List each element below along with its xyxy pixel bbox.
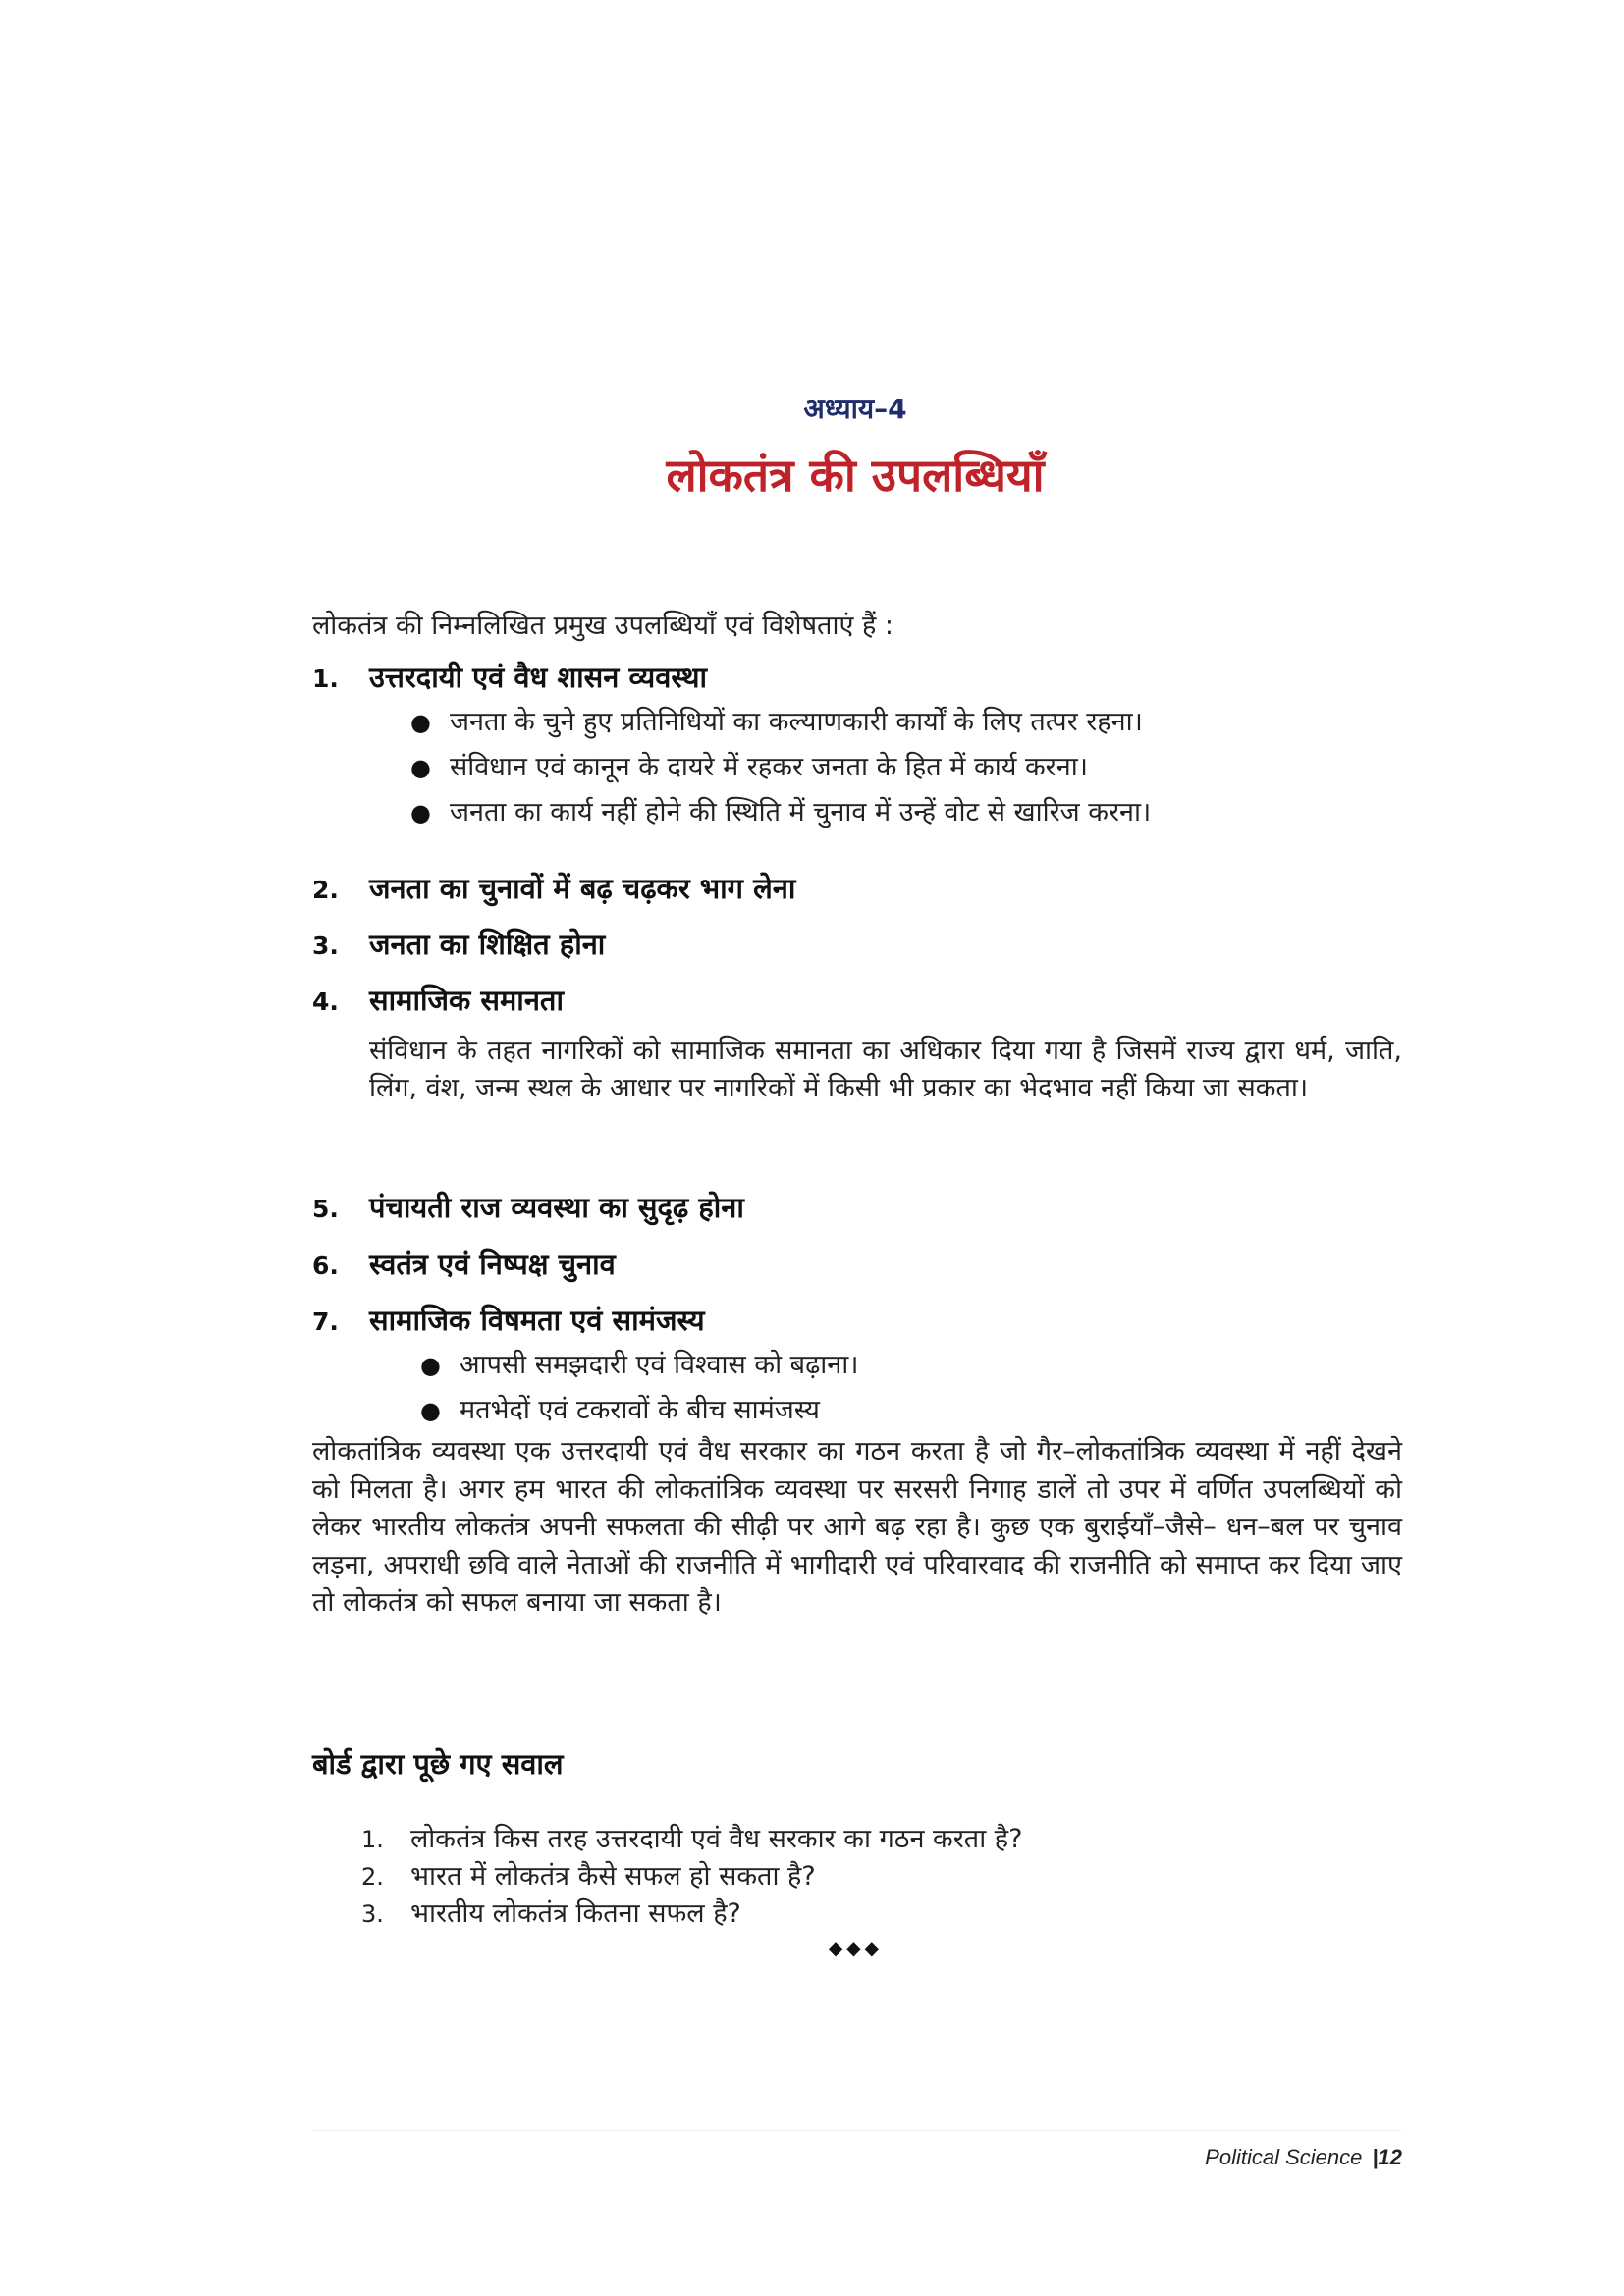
section-number: 2. <box>312 876 339 904</box>
section-6 <box>312 1245 1402 1283</box>
chapter-label: अध्याय–4 <box>803 393 907 425</box>
bullet-icon: ● <box>420 1397 441 1424</box>
section-4 <box>312 981 1402 1107</box>
bullet-icon: ● <box>420 1352 441 1379</box>
board-questions-heading: बोर्ड द्वारा पूछे गए सवाल <box>312 1747 564 1781</box>
question-item <box>361 1858 1022 1896</box>
list-item <box>420 1343 1402 1388</box>
footer-subject: Political Science <box>1205 2145 1363 2169</box>
section-number: 1. <box>312 665 339 693</box>
section-7 <box>312 1301 1402 1433</box>
bullet-list <box>420 1343 1402 1433</box>
section-heading <box>312 925 1402 963</box>
question-item <box>361 1821 1022 1858</box>
question-number: 3. <box>361 1900 384 1928</box>
section-heading <box>312 658 1402 696</box>
list-item <box>410 790 1402 835</box>
section-title: जनता का शिक्षित होना <box>369 928 606 961</box>
section-heading <box>312 1301 1402 1339</box>
list-item <box>420 1388 1402 1433</box>
chapter-title: लोकतंत्र की उपलब्धियाँ <box>666 449 1045 502</box>
question-item <box>361 1896 1022 1933</box>
section-number: 7. <box>312 1308 339 1336</box>
list-item-text: जनता का कार्य नहीं होने की स्थिति में चुनाव में उन्हें वोट से खारिज करना। <box>450 797 1152 828</box>
section-title: पंचायती राज व्यवस्था का सुदृढ़ होना <box>369 1191 744 1224</box>
list-item <box>410 745 1402 790</box>
conclusion-paragraph: लोकतांत्रिक व्यवस्था एक उत्तरदायी एवं वैध सरकार का गठन करता है जो गैर–लोकतांत्रिक व्यवस्था में नहीं देखने को मिलता है। अगर हम भारत की लोकतांत्रिक व्यवस्था पर सरसरी निगाह डालें तो उपर में वर्णित उपलब्धियों को लेकर भारतीय लोकतंत्र अपनी सफलता की सीढ़ी पर आगे बढ़ रहा है। कुछ एक बुराईयाँ–जैसे– धन–बल पर चुनाव लड़ना, अपराधी छवि वाले नेताओं की राजनीति में भागीदारी एवं परिवारवाद की राजनीति को समाप्त कर दिया जाए तो लोकतंत्र को सफल बनाया जा सकता है। <box>312 1436 1402 1618</box>
section-5 <box>312 1188 1402 1226</box>
list-item-text: आपसी समझदारी एवं विश्वास को बढ़ाना। <box>460 1350 859 1380</box>
section-heading <box>312 869 1402 907</box>
section-number: 3. <box>312 932 339 960</box>
section-1 <box>312 658 1402 835</box>
question-text: लोकतंत्र किस तरह उत्तरदायी एवं वैध सरकार का गठन करता है? <box>410 1824 1023 1854</box>
bullet-list <box>410 700 1402 835</box>
question-number: 2. <box>361 1863 384 1891</box>
section-number: 5. <box>312 1195 339 1223</box>
section-title: सामाजिक समानता <box>369 984 564 1017</box>
section-paragraph: संविधान के तहत नागरिकों को सामाजिक समानता का अधिकार दिया गया है जिसमें राज्य द्वारा धर्म, जाति, लिंग, वंश, जन्म स्थल के आधार पर नागरिकों में किसी भी प्रकार का भेदभाव नहीं किया जा सकता। <box>369 1036 1402 1103</box>
question-text: भारत में लोकतंत्र कैसे सफल हो सकता है? <box>410 1861 816 1892</box>
section-2 <box>312 869 1402 907</box>
list-item-text: संविधान एवं कानून के दायरे में रहकर जनता के हित में कार्य करना। <box>450 752 1088 782</box>
section-3 <box>312 925 1402 963</box>
page-number: |12 <box>1372 2145 1402 2169</box>
bullet-icon: ● <box>410 709 431 736</box>
list-item <box>410 700 1402 745</box>
footer-divider <box>312 2130 1402 2131</box>
diamond-divider-icon: ◆◆◆ <box>828 1936 883 1959</box>
list-item-text: जनता के चुने हुए प्रतिनिधियों का कल्याणकारी कार्यों के लिए तत्पर रहना। <box>450 707 1143 737</box>
section-title: स्वतंत्र एवं निष्पक्ष चुनाव <box>369 1248 616 1281</box>
section-title: सामाजिक विषमता एवं सामंजस्य <box>369 1304 705 1337</box>
section-title: जनता का चुनावों में बढ़ चढ़कर भाग लेना <box>369 872 796 905</box>
bullet-icon: ● <box>410 799 431 827</box>
question-text: भारतीय लोकतंत्र कितना सफल है? <box>410 1898 741 1929</box>
page-footer <box>1205 2145 1402 2170</box>
intro-text: लोकतंत्र की निम्नलिखित प्रमुख उपलब्धियाँ एवं विशेषताएं हैं : <box>312 611 893 641</box>
question-number: 1. <box>361 1826 384 1853</box>
section-heading <box>312 1245 1402 1283</box>
bullet-icon: ● <box>410 754 431 781</box>
list-item-text: मतभेदों एवं टकरावों के बीच सामंजस्य <box>460 1395 820 1425</box>
section-heading <box>312 1188 1402 1226</box>
board-questions-list <box>361 1821 1022 1933</box>
section-number: 4. <box>312 988 339 1016</box>
section-title: उत्तरदायी एवं वैध शासन व्यवस्था <box>369 661 708 694</box>
section-heading <box>312 981 1402 1019</box>
section-number: 6. <box>312 1252 339 1280</box>
